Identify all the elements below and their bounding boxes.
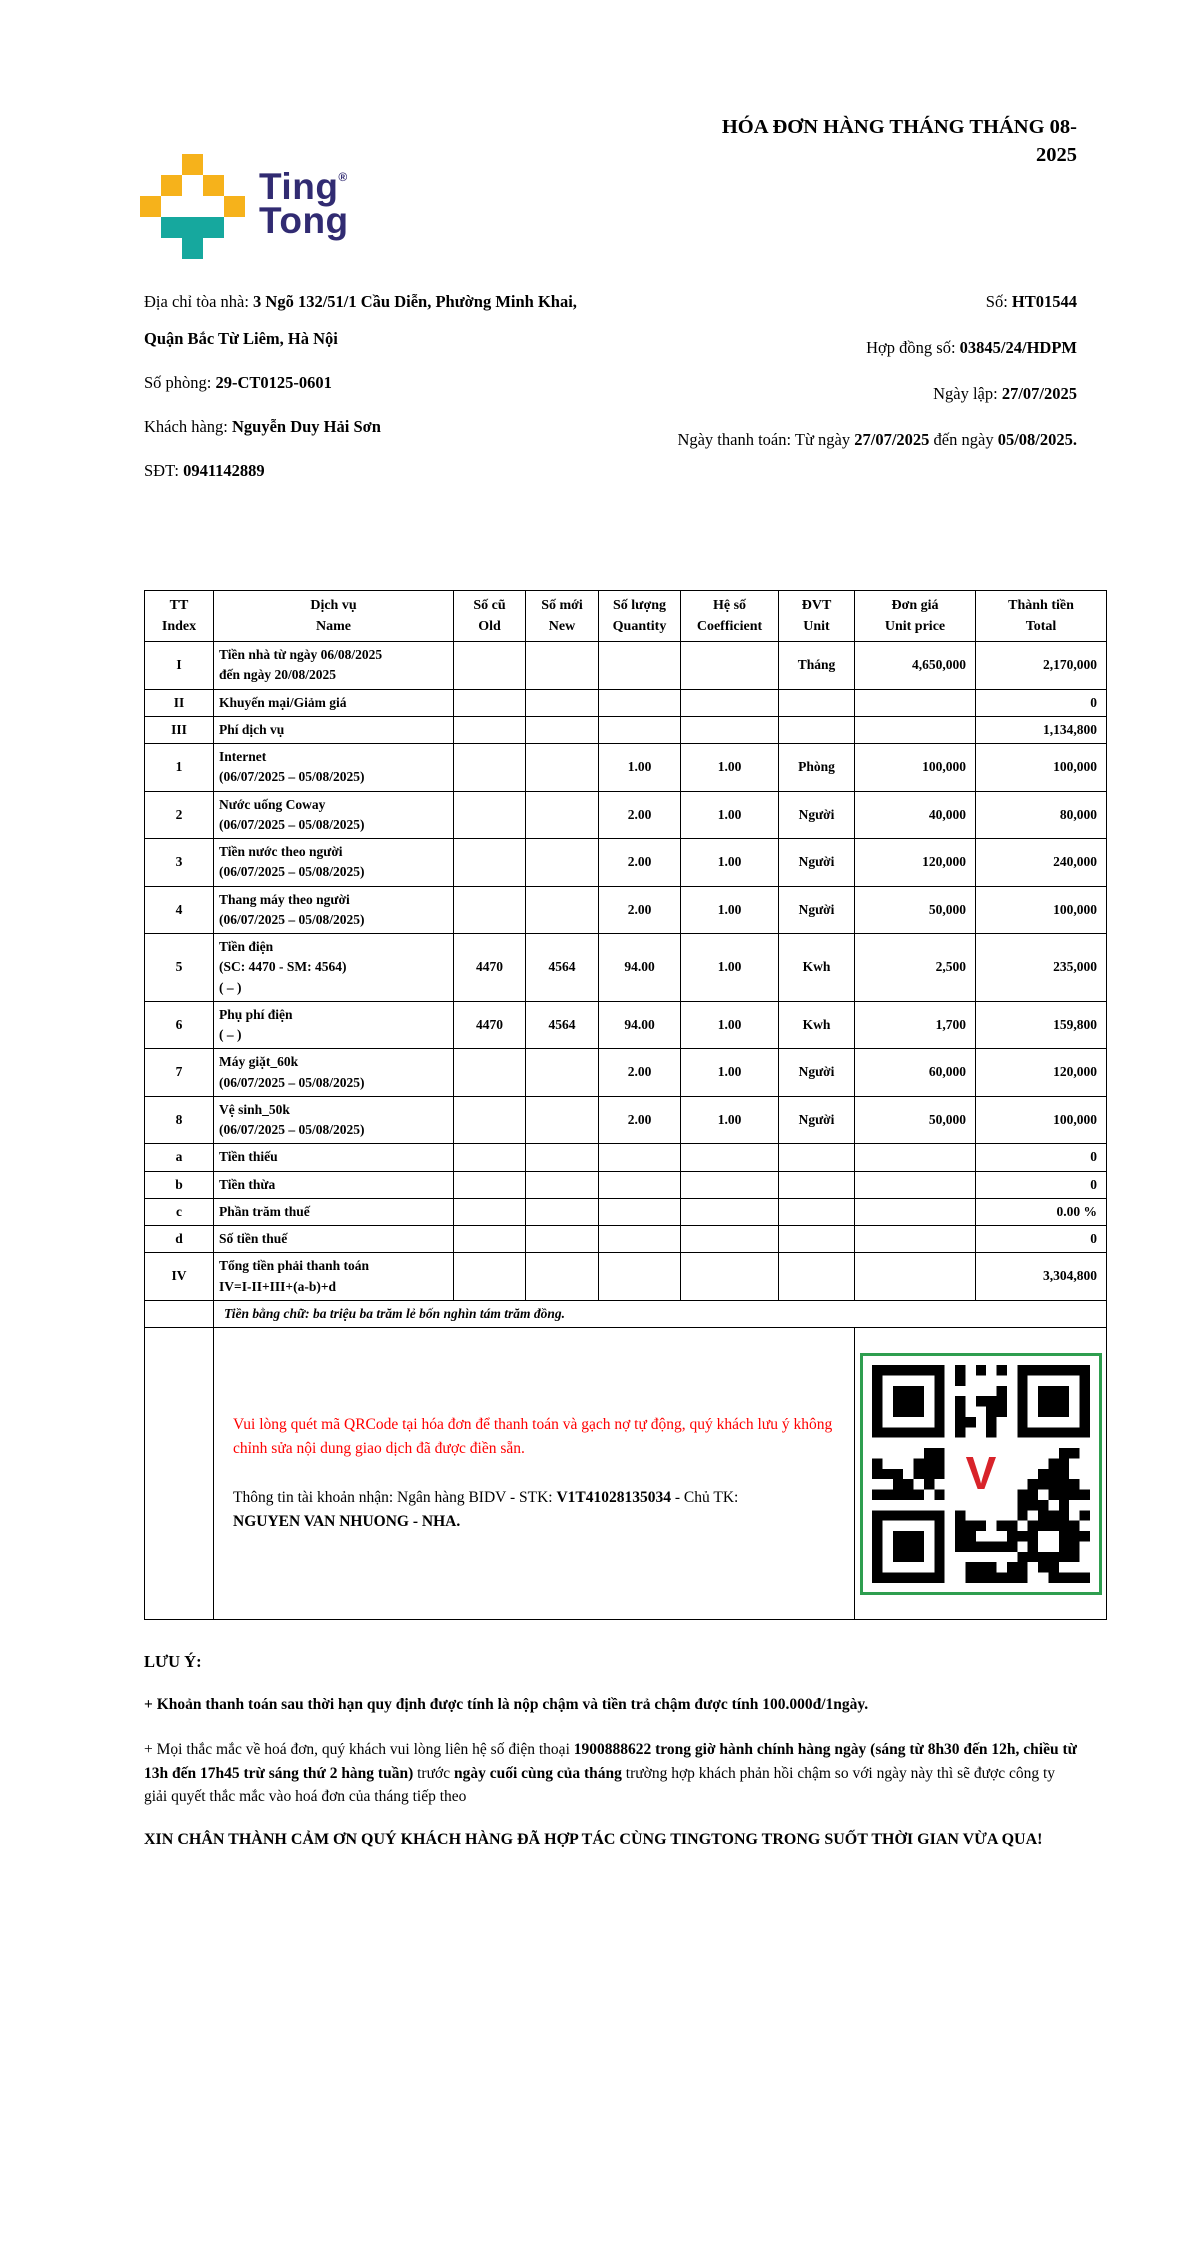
cell: 100,000 bbox=[976, 744, 1107, 792]
cell bbox=[454, 791, 526, 839]
vietqr-logo-icon: V bbox=[948, 1444, 1014, 1504]
column-header: Số mới New bbox=[526, 591, 599, 642]
cell: 1.00 bbox=[681, 744, 779, 792]
customer-phone: SĐT: 0941142889 bbox=[144, 461, 265, 480]
cell: 0 bbox=[976, 1226, 1107, 1253]
document-title: HÓA ĐƠN HÀNG THÁNG THÁNG 08- 2025 bbox=[721, 116, 1077, 166]
table-header-row bbox=[145, 591, 1107, 642]
cell bbox=[855, 716, 976, 743]
qr-payment-row bbox=[145, 1328, 1107, 1620]
cell: II bbox=[145, 689, 214, 716]
cell: Người bbox=[779, 886, 855, 934]
cell: 0.00 % bbox=[976, 1198, 1107, 1225]
cell: 100,000 bbox=[855, 744, 976, 792]
header bbox=[144, 0, 1106, 259]
cell: b bbox=[145, 1171, 214, 1198]
cell: 1.00 bbox=[681, 1001, 779, 1049]
service-name-cell: Nước uống Coway (06/07/2025 – 05/08/2025) bbox=[214, 791, 454, 839]
cell: 50,000 bbox=[855, 886, 976, 934]
cell bbox=[454, 689, 526, 716]
amount-in-words: Tiền bằng chữ: ba triệu ba trăm lẻ bốn nghìn tám trăm đồng. bbox=[214, 1300, 1107, 1327]
cell: 2.00 bbox=[599, 1049, 681, 1097]
service-name-cell: Khuyến mại/Giảm giá bbox=[214, 689, 454, 716]
cell bbox=[779, 1171, 855, 1198]
cell: 1.00 bbox=[681, 791, 779, 839]
service-name-cell: Tiền nhà từ ngày 06/08/2025 đến ngày 20/08/2025 bbox=[214, 642, 454, 690]
table-row bbox=[145, 642, 1107, 690]
cell bbox=[526, 839, 599, 887]
cell: 60,000 bbox=[855, 1049, 976, 1097]
cell: IV bbox=[145, 1253, 214, 1301]
cell: 2.00 bbox=[599, 886, 681, 934]
contract-number: Hợp đồng số: 03845/24/HDPM bbox=[866, 338, 1077, 357]
tingtong-pixel-icon bbox=[140, 154, 245, 259]
cell: Tháng bbox=[779, 642, 855, 690]
payment-period: Ngày thanh toán: Từ ngày 27/07/2025 đến ngày 05/08/2025. bbox=[677, 430, 1077, 449]
cell bbox=[526, 1198, 599, 1225]
building-address: Địa chỉ tòa nhà: 3 Ngõ 132/51/1 Cầu Diễn, Phường Minh Khai, Quận Bắc Từ Liêm, Hà Nội bbox=[144, 292, 577, 348]
cell: 4470 bbox=[454, 1001, 526, 1049]
cell: 3,304,800 bbox=[976, 1253, 1107, 1301]
cell bbox=[855, 1253, 976, 1301]
cell: 1.00 bbox=[599, 744, 681, 792]
cell: Người bbox=[779, 1096, 855, 1144]
invoice-info bbox=[144, 283, 1106, 496]
cell: Kwh bbox=[779, 934, 855, 1002]
payment-note-cell bbox=[214, 1328, 855, 1620]
late-payment-note: + Khoản thanh toán sau thời hạn quy định được tính là nộp chậm và tiền trả chậm được tính 100.000đ/1ngày. bbox=[144, 1696, 869, 1713]
cell: 1 bbox=[145, 744, 214, 792]
cell: 8 bbox=[145, 1096, 214, 1144]
service-name-cell: Tiền thiếu bbox=[214, 1144, 454, 1171]
cell: Người bbox=[779, 1049, 855, 1097]
cell bbox=[526, 1226, 599, 1253]
service-name-cell: Số tiền thuế bbox=[214, 1226, 454, 1253]
cell: 240,000 bbox=[976, 839, 1107, 887]
cell: 1.00 bbox=[681, 1096, 779, 1144]
cell bbox=[681, 1226, 779, 1253]
cell bbox=[454, 1096, 526, 1144]
tingtong-logo bbox=[140, 154, 349, 259]
cell bbox=[526, 1096, 599, 1144]
table-row bbox=[145, 1001, 1107, 1049]
logo-wordmark: Ting® Tong bbox=[259, 166, 349, 242]
cell bbox=[681, 642, 779, 690]
table-row bbox=[145, 1253, 1107, 1301]
cell bbox=[454, 1049, 526, 1097]
cell: Kwh bbox=[779, 1001, 855, 1049]
table-row bbox=[145, 1171, 1107, 1198]
cell bbox=[779, 1144, 855, 1171]
table-row bbox=[145, 744, 1107, 792]
cell: 1,700 bbox=[855, 1001, 976, 1049]
invoice-number: Số: HT01544 bbox=[985, 292, 1077, 311]
cell bbox=[454, 839, 526, 887]
cell bbox=[779, 689, 855, 716]
cell bbox=[855, 1198, 976, 1225]
cell bbox=[855, 1226, 976, 1253]
cell bbox=[599, 689, 681, 716]
cell: 1.00 bbox=[681, 839, 779, 887]
cell: 5 bbox=[145, 934, 214, 1002]
room-number: Số phòng: 29-CT0125-0601 bbox=[144, 373, 332, 392]
cell: a bbox=[145, 1144, 214, 1171]
table-row bbox=[145, 689, 1107, 716]
table-row bbox=[145, 1049, 1107, 1097]
column-header: Đơn giá Unit price bbox=[855, 591, 976, 642]
cell bbox=[855, 689, 976, 716]
cell bbox=[599, 1226, 681, 1253]
cell bbox=[526, 1171, 599, 1198]
cell: 1.00 bbox=[681, 1049, 779, 1097]
cell bbox=[454, 1171, 526, 1198]
cell: 100,000 bbox=[976, 1096, 1107, 1144]
table-row bbox=[145, 1096, 1107, 1144]
cell bbox=[526, 716, 599, 743]
column-header: Hệ số Coefficient bbox=[681, 591, 779, 642]
cell bbox=[599, 1144, 681, 1171]
table-row bbox=[145, 934, 1107, 1002]
service-name-cell: Phần trăm thuế bbox=[214, 1198, 454, 1225]
column-header: ĐVT Unit bbox=[779, 591, 855, 642]
cell bbox=[599, 642, 681, 690]
thank-you-note: XIN CHÂN THÀNH CẢM ƠN QUÝ KHÁCH HÀNG ĐÃ HỢP TÁC CÙNG TINGTONG TRONG SUỐT THỜI GIAN VỪA QUA! bbox=[144, 1831, 1043, 1849]
service-name-cell: Tổng tiền phải thanh toán IV=I-II+III+(a-b)+d bbox=[214, 1253, 454, 1301]
cell bbox=[454, 886, 526, 934]
cell bbox=[526, 642, 599, 690]
cell: d bbox=[145, 1226, 214, 1253]
table-row bbox=[145, 1144, 1107, 1171]
cell bbox=[779, 716, 855, 743]
cell: 100,000 bbox=[976, 886, 1107, 934]
table-row bbox=[145, 716, 1107, 743]
qr-cell bbox=[855, 1328, 1107, 1620]
qr-warning-note: Vui lòng quét mã QRCode tại hóa đơn để thanh toán và gạch nợ tự động, quý khách lưu ý không chỉnh sửa nội dung giao dịch đã được điền sẵn. bbox=[233, 1416, 833, 1458]
bank-account-info: Thông tin tài khoản nhận: Ngân hàng BIDV - STK: V1T41028135034 - Chủ TK: NGUYEN VAN NHUONG - NHA. bbox=[233, 1488, 739, 1530]
cell bbox=[779, 1226, 855, 1253]
registered-mark: ® bbox=[338, 170, 348, 184]
cell: III bbox=[145, 716, 214, 743]
cell: 1.00 bbox=[681, 886, 779, 934]
column-header: TT Index bbox=[145, 591, 214, 642]
cell bbox=[454, 642, 526, 690]
column-header: Số cũ Old bbox=[454, 591, 526, 642]
customer-name: Khách hàng: Nguyễn Duy Hải Sơn bbox=[144, 417, 381, 436]
info-right bbox=[666, 283, 1106, 496]
cell bbox=[681, 1198, 779, 1225]
cell bbox=[681, 1171, 779, 1198]
cell bbox=[526, 744, 599, 792]
cell bbox=[526, 1253, 599, 1301]
cell: 0 bbox=[976, 1144, 1107, 1171]
cell: 2.00 bbox=[599, 839, 681, 887]
cell: 94.00 bbox=[599, 934, 681, 1002]
amount-in-words-row bbox=[145, 1300, 1107, 1327]
service-name-cell: Tiền thừa bbox=[214, 1171, 454, 1198]
cell: 0 bbox=[976, 689, 1107, 716]
cell: 235,000 bbox=[976, 934, 1107, 1002]
cell: I bbox=[145, 642, 214, 690]
table-row bbox=[145, 1198, 1107, 1225]
table-row bbox=[145, 839, 1107, 887]
cell: 4,650,000 bbox=[855, 642, 976, 690]
cell: Phòng bbox=[779, 744, 855, 792]
cell bbox=[454, 1253, 526, 1301]
cell bbox=[526, 1049, 599, 1097]
cell bbox=[855, 1171, 976, 1198]
cell bbox=[779, 1253, 855, 1301]
cell bbox=[681, 1253, 779, 1301]
cell bbox=[681, 1144, 779, 1171]
cell: 4564 bbox=[526, 934, 599, 1002]
cell bbox=[779, 1198, 855, 1225]
cell: c bbox=[145, 1198, 214, 1225]
cell bbox=[454, 1144, 526, 1171]
column-header: Dịch vụ Name bbox=[214, 591, 454, 642]
service-name-cell: Tiền nước theo người (06/07/2025 – 05/08/2025) bbox=[214, 839, 454, 887]
issue-date: Ngày lập: 27/07/2025 bbox=[933, 384, 1077, 403]
service-name-cell: Thang máy theo người (06/07/2025 – 05/08/2025) bbox=[214, 886, 454, 934]
cell: 2 bbox=[145, 791, 214, 839]
cell bbox=[681, 689, 779, 716]
cell bbox=[454, 1226, 526, 1253]
service-name-cell: Phụ phí điện ( – ) bbox=[214, 1001, 454, 1049]
cell: 0 bbox=[976, 1171, 1107, 1198]
cell: 4470 bbox=[454, 934, 526, 1002]
cell bbox=[526, 886, 599, 934]
notes-heading: LƯU Ý: bbox=[144, 1652, 202, 1671]
cell bbox=[599, 1198, 681, 1225]
column-header: Thành tiền Total bbox=[976, 591, 1107, 642]
cell: 3 bbox=[145, 839, 214, 887]
cell bbox=[526, 689, 599, 716]
cell: 1.00 bbox=[681, 934, 779, 1002]
cell bbox=[454, 744, 526, 792]
cell bbox=[681, 716, 779, 743]
service-name-cell: Internet (06/07/2025 – 05/08/2025) bbox=[214, 744, 454, 792]
cell: 120,000 bbox=[976, 1049, 1107, 1097]
cell bbox=[454, 716, 526, 743]
table-row bbox=[145, 886, 1107, 934]
footer-notes bbox=[144, 1652, 1106, 1852]
table-row bbox=[145, 791, 1107, 839]
cell bbox=[855, 1144, 976, 1171]
table-body bbox=[145, 642, 1107, 1301]
cell: 40,000 bbox=[855, 791, 976, 839]
cell: 2,500 bbox=[855, 934, 976, 1002]
cell: 4 bbox=[145, 886, 214, 934]
cell: 159,800 bbox=[976, 1001, 1107, 1049]
cell bbox=[526, 1144, 599, 1171]
service-name-cell: Tiền điện (SC: 4470 - SM: 4564) ( – ) bbox=[214, 934, 454, 1002]
service-name-cell: Vệ sinh_50k (06/07/2025 – 05/08/2025) bbox=[214, 1096, 454, 1144]
column-header: Số lượng Quantity bbox=[599, 591, 681, 642]
cell bbox=[454, 1198, 526, 1225]
cell: 2.00 bbox=[599, 1096, 681, 1144]
cell: Người bbox=[779, 839, 855, 887]
hotline-note: + Mọi thắc mắc về hoá đơn, quý khách vui lòng liên hệ số điện thoại 1900888622 trong giờ hành chính hàng ngày (sáng từ 8h30 đến 12h, chiều từ 13h đến 17h45 trừ sáng thứ 2 hàng tuần) trước ngày cuối cùng của tháng trường hợp khách phản hồi chậm so với ngày này thì sẽ được công ty giải quyết thắc mắc vào hoá đơn của tháng tiếp theo bbox=[144, 1741, 1077, 1805]
cell bbox=[599, 716, 681, 743]
empty-cell bbox=[145, 1328, 214, 1620]
info-left bbox=[144, 283, 624, 496]
cell: 6 bbox=[145, 1001, 214, 1049]
cell: 50,000 bbox=[855, 1096, 976, 1144]
cell: 7 bbox=[145, 1049, 214, 1097]
cell: 94.00 bbox=[599, 1001, 681, 1049]
table-row bbox=[145, 1226, 1107, 1253]
cell: 4564 bbox=[526, 1001, 599, 1049]
cell: 2.00 bbox=[599, 791, 681, 839]
cell: 80,000 bbox=[976, 791, 1107, 839]
cell: 2,170,000 bbox=[976, 642, 1107, 690]
empty-cell bbox=[145, 1300, 214, 1327]
cell bbox=[599, 1171, 681, 1198]
cell: 120,000 bbox=[855, 839, 976, 887]
cell: 1,134,800 bbox=[976, 716, 1107, 743]
cell bbox=[599, 1253, 681, 1301]
service-name-cell: Máy giặt_60k (06/07/2025 – 05/08/2025) bbox=[214, 1049, 454, 1097]
cell bbox=[526, 791, 599, 839]
service-name-cell: Phí dịch vụ bbox=[214, 716, 454, 743]
qr-code bbox=[860, 1353, 1102, 1595]
invoice-table bbox=[144, 590, 1107, 1620]
cell: Người bbox=[779, 791, 855, 839]
